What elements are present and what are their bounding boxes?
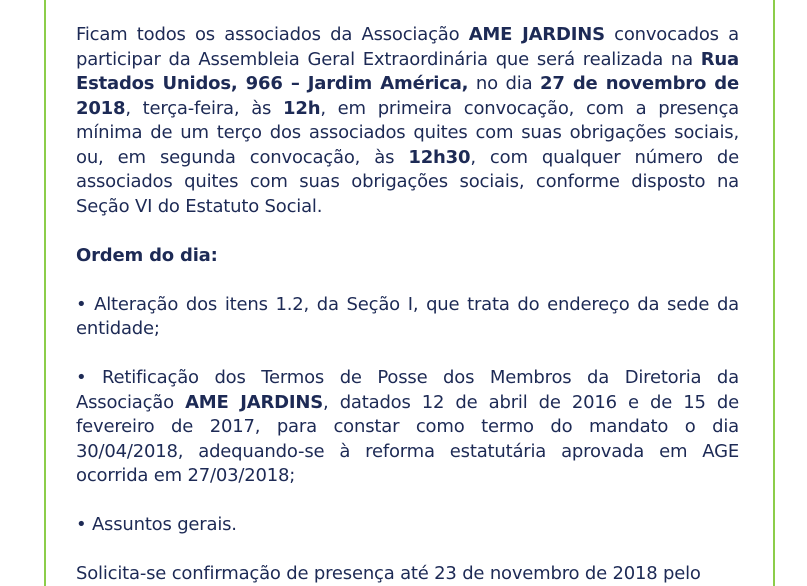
organization-name: AME JARDINS (185, 391, 324, 413)
meeting-date: 27 de novembro de 2018 (76, 73, 739, 119)
agenda-heading: Ordem do dia: (76, 244, 218, 266)
second-call-time: 12h30 (408, 146, 471, 168)
closing-paragraph: Solicita-se confirmação de presença até 23 de novembro de 2018 pelo (76, 563, 701, 584)
meeting-address: Rua Estados Unidos, 966 – Jardim América, (76, 48, 739, 94)
first-call-time: 12h (283, 97, 321, 119)
agenda-item-general-matters: • Assuntos gerais. (76, 514, 237, 535)
convocation-text (76, 23, 739, 586)
organization-name: AME JARDINS (468, 24, 605, 45)
right-accent-rule (773, 0, 775, 586)
intro-paragraph: Ficam todos os associados da Associação AME JARDINS convocados a participar da Assembleia Geral Extraordinária que será realizada na Rua Estados Unidos, 966 – Jardim América, no dia 27 de novembro de 2018, terça-feira, às 12h, em primeira convocação, com a presença mínima de um terço dos associados quites com suas obrigações sociais, ou, em segunda convocação, às 12h30, com qualquer número de associados quites com suas obrigações sociais, conforme disposto na Seção VI do Estatuto Social. (76, 24, 739, 217)
left-accent-rule (44, 0, 46, 586)
agenda-item-rectification: • Retificação dos Termos de Posse dos Membros da Diretoria da Associação AME JARDINS, datados 12 de abril de 2016 e de 15 de fevereiro de 2017, para constar como termo do mandato o dia 30/04/2018, adequando-se à reforma estatutária aprovada em AGE ocorrida em 27/03/2018; (76, 367, 739, 486)
agenda-item-address-change: • Alteração dos itens 1.2, da Seção I, que trata do endereço da sede da entidade; (76, 293, 739, 339)
